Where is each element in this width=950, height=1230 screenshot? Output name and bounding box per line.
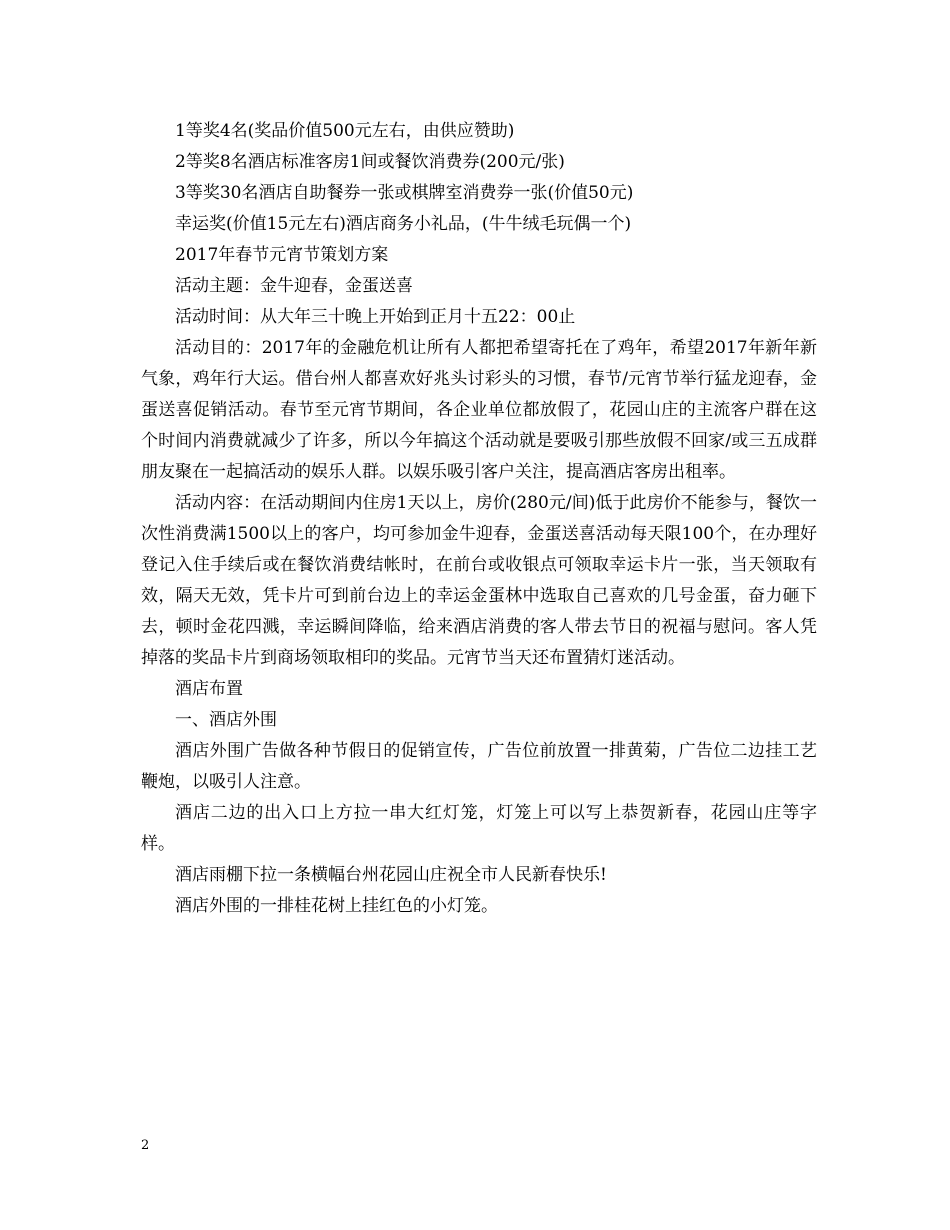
- paragraph-exterior-heading: 一、酒店外围: [175, 710, 277, 730]
- paragraph-exterior-ads: 酒店外围广告做各种节假日的促销宣传，广告位前放置一排黄菊，广告位二边挂工艺鞭炮，以吸引人注意。: [141, 741, 817, 792]
- paragraph-trees: 酒店外围的一排桂花树上挂红色的小灯笼。: [175, 896, 498, 916]
- paragraph-prize-1: 1等奖4名(奖品价值500元左右，由供应赞助): [175, 121, 515, 141]
- paragraph-lucky-prize: 幸运奖(价值15元左右)酒店商务小礼品，(牛牛绒毛玩偶一个): [175, 214, 632, 234]
- paragraph-time: 活动时间：从大年三十晚上开始到正月十五22：00止: [175, 307, 576, 327]
- paragraph-hotel-layout: 酒店布置: [175, 679, 243, 699]
- document-body: [141, 116, 817, 922]
- paragraph-plan-title: 2017年春节元宵节策划方案: [175, 245, 389, 265]
- paragraph-banner: 酒店雨棚下拉一条横幅台州花园山庄祝全市人民新春快乐!: [175, 865, 607, 885]
- paragraph-purpose: 活动目的：2017年的金融危机让所有人都把希望寄托在了鸡年，希望2017年新年新气象，鸡年行大运。借台州人都喜欢好兆头讨彩头的习惯，春节/元宵节举行猛龙迎春，金蛋送喜促销活动。春节至元宵节期间，各企业单位都放假了，花园山庄的主流客户群在这个时间内消费就减少了许多，所以今年搞这个活动就是要吸引那些放假不回家/或三五成群朋友聚在一起搞活动的娱乐人群。以娱乐吸引客户关注，提高酒店客房出租率。: [141, 338, 817, 482]
- paragraph-prize-3: 3等奖30名酒店自助餐券一张或棋牌室消费券一张(价值50元): [175, 183, 634, 203]
- paragraph-lanterns: 酒店二边的出入口上方拉一串大红灯笼，灯笼上可以写上恭贺新春，花园山庄等字样。: [141, 803, 817, 854]
- paragraph-theme: 活动主题：金牛迎春，金蛋送喜: [175, 276, 413, 296]
- paragraph-prize-2: 2等奖8名酒店标准客房1间或餐饮消费券(200元/张): [175, 152, 565, 172]
- page-number: 2: [141, 1138, 150, 1153]
- paragraph-content: 活动内容：在活动期间内住房1天以上，房价(280元/间)低于此房价不能参与，餐饮一次性消费满1500以上的客户，均可参加金牛迎春，金蛋送喜活动每天限100个，在办理好登记入住手续后或在餐饮消费结帐时，在前台或收银点可领取幸运卡片一张，当天领取有效，隔天无效，凭卡片可到前台边上的幸运金蛋林中选取自己喜欢的几号金蛋，奋力砸下去，顿时金花四溅，幸运瞬间降临，给来酒店消费的客人带去节日的祝福与慰问。客人凭掉落的奖品卡片到商场领取相印的奖品。元宵节当天还布置猜灯迷活动。: [141, 493, 817, 668]
